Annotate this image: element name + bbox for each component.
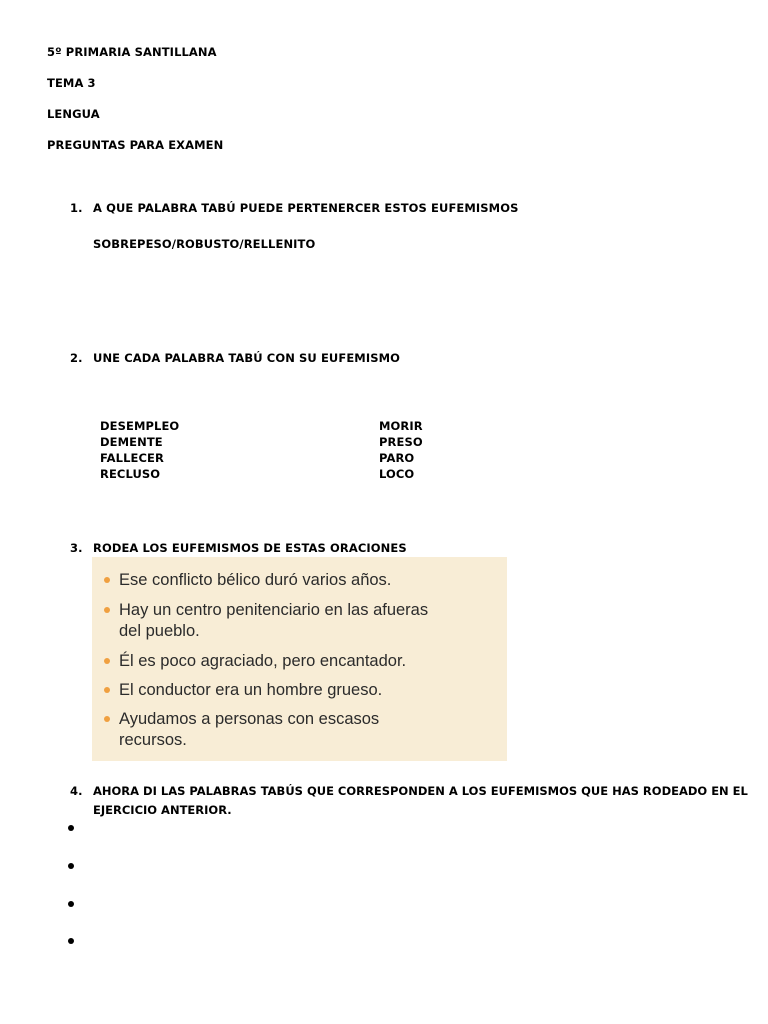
q2-text: UNE CADA PALABRA TABÚ CON SU EUFEMISMO [93,351,400,365]
sentences-box [92,557,507,761]
bullet-icon [104,716,110,722]
q2-number: 2. [70,351,83,365]
sentence-text: Ese conflicto bélico duró varios años. [119,571,392,589]
q1-number: 1. [70,201,83,215]
q4-number: 4. [70,784,83,798]
q2-right-word: LOCO [379,467,415,481]
q3-text: RODEA LOS EUFEMISMOS DE ESTAS ORACIONES [93,541,407,555]
bullet-icon [104,607,110,613]
answer-bullet-icon [68,901,74,907]
q2-left-word: DESEMPLEO [100,419,180,433]
q2-left-word: FALLECER [100,451,164,465]
header-title: PREGUNTAS PARA EXAMEN [47,138,224,152]
sentence-text: Él es poco agraciado, pero encantador. [119,652,407,670]
q2-right-word: MORIR [379,419,423,433]
bullet-icon [104,577,110,583]
q3-number: 3. [70,541,83,555]
bullet-icon [104,687,110,693]
header-course: 5º PRIMARIA SANTILLANA [47,45,217,59]
q4-text-line1: AHORA DI LAS PALABRAS TABÚS QUE CORRESPONDEN A LOS EUFEMISMOS QUE HAS RODEADO EN EL [93,784,748,798]
sentence-text: Ayudamos a personas con escasos recursos. [119,710,380,749]
q2-right-word: PRESO [379,435,423,449]
sentence-text: El conductor era un hombre grueso. [119,681,383,699]
q2-left-word: DEMENTE [100,435,163,449]
sentence-text: Hay un centro penitenciario en las afueras del pueblo. [119,601,429,640]
bullet-icon [104,658,110,664]
q2-left-word: RECLUSO [100,467,161,481]
header-subject: LENGUA [47,107,100,121]
q4-text-line2: EJERCICIO ANTERIOR. [93,803,232,817]
q1-words: SOBREPESO/ROBUSTO/RELLENITO [93,237,316,251]
q1-text: A QUE PALABRA TABÚ PUEDE PERTENERCER ESTOS EUFEMISMOS [93,201,519,215]
q2-right-word: PARO [379,451,415,465]
answer-bullet-icon [68,825,74,831]
answer-bullet-icon [68,938,74,944]
header-topic: TEMA 3 [47,76,96,90]
answer-bullet-icon [68,863,74,869]
